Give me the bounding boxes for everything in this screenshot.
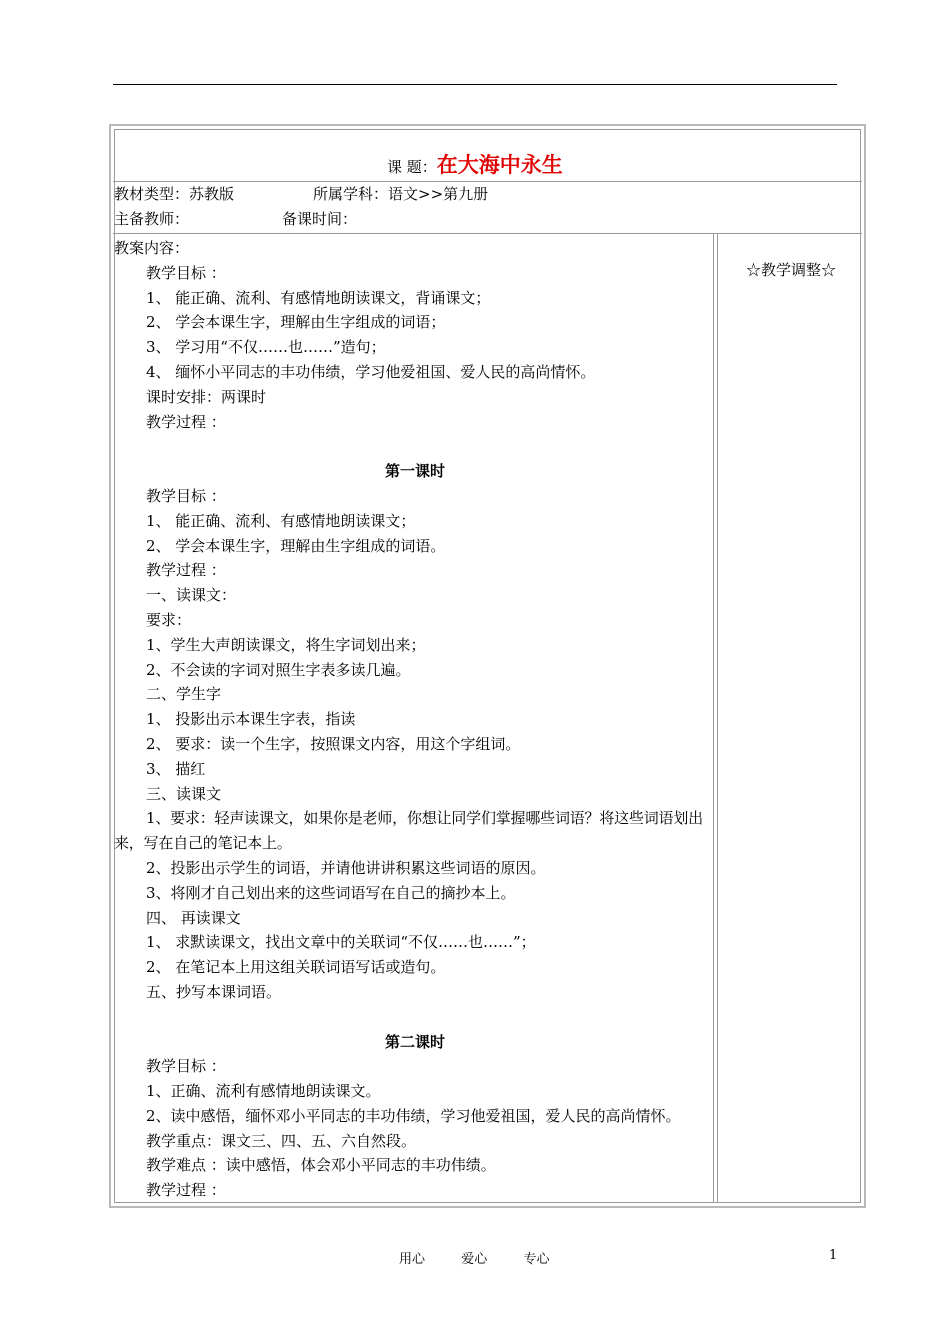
content-line: 教案内容： [114,239,190,257]
blank-line [114,1005,716,1030]
content-line: 2、投影出示学生的词语，并请他讲讲积累这些词语的原因。 [146,858,546,877]
content-line: 教学重点：课文三、四、五、六自然段。 [146,1131,417,1150]
content-line: 3、将刚才自己划出来的这些词语写在自己的摘抄本上。 [146,883,516,902]
lesson-title: 在大海中永生 [436,152,563,177]
content-line: 3、 描红 [146,759,206,778]
teaching-adjustment-label: ☆教学调整☆ [745,261,836,279]
content-line: 课时安排：两课时 [146,387,267,406]
content-line: 2、 学会本课生字，理解由生字组成的词语； [146,313,446,332]
title-label: 课 题： [387,158,437,176]
content-line: 一、读课文： [146,586,237,605]
content-line: 3、 学习用“不仅……也……”造句； [146,338,386,357]
content-line: 教学目标 ： [146,1057,226,1076]
content-line: 教学目标 ： [146,263,226,282]
content-line: 教学过程 ： [146,561,226,580]
page-number: 1 [829,1248,838,1263]
content-line: 三、读课文 [146,784,222,803]
content-line: 2、 学会本课生字，理解由生字组成的词语。 [146,536,446,555]
subject: 所属学科：语文>>第九册 [313,185,489,203]
content-line: 1、 能正确、流利、有感情地朗读课文； [146,511,416,530]
content-line: 教学难点 ：读中感悟，体会邓小平同志的丰功伟绩。 [146,1156,496,1175]
content-line: 二、学生字 [146,685,222,704]
content-line: 1、 投影出示本课生字表，指读 [146,710,356,729]
lead-teacher: 主备教师： [114,210,190,228]
content-line: 1、 求默读课文，找出文章中的关联词“不仅……也……”； [146,933,536,952]
column-divider-inner [717,234,718,1203]
content-line: 教学过程 ： [146,1181,226,1200]
content-line: 1、 能正确、流利、有感情地朗读课文，背诵课文； [146,288,491,307]
content-line: 四、 再读课文 [146,908,241,927]
meta-row-2 [114,209,357,229]
header-rule [113,84,837,85]
content-line: 2、 在笔记本上用这组关联词语写话或造句。 [146,958,446,977]
content-line: 1、要求：轻声读课文，如果你是老师，你想让同学们掌握哪些词语？将这些词语划出来，写在自己的笔记本上。 [114,809,703,853]
lesson-title-row [387,148,563,182]
lesson-content [114,236,716,1203]
content-line: 五、抄写本课词语。 [146,982,282,1001]
content-line: 教学目标 ： [146,486,226,505]
content-line: 1、学生大声朗读课文，将生字词划出来； [146,635,426,654]
content-line: 要求： [146,610,192,629]
content-line: 4、 缅怀小平同志的丰功伟绩，学习他爱祖国、爱人民的高尚情怀。 [146,362,596,381]
blank-line [114,434,716,459]
content-line: 1、正确、流利有感情地朗读课文。 [146,1082,381,1101]
meta-row-1 [114,184,488,204]
content-line: 2、 要求：读一个生字，按照课文内容，用这个字组词。 [146,734,521,753]
footer-motto: 用心 爱心 专心 [399,1252,550,1267]
content-line: 2、不会读的字词对照生字表多读几遍。 [146,660,411,679]
content-line: 教学过程 ： [146,412,226,431]
content-line: 2、读中感悟，缅怀邓小平同志的丰功伟绩，学习他爱祖国，爱人民的高尚情怀。 [146,1106,681,1125]
divider-meta [113,233,862,234]
material-type: 教材类型：苏教版 [114,185,235,203]
section-heading: 第二课时 [384,1032,445,1051]
prep-time: 备课时间： [282,210,358,228]
section-heading: 第一课时 [384,462,445,481]
